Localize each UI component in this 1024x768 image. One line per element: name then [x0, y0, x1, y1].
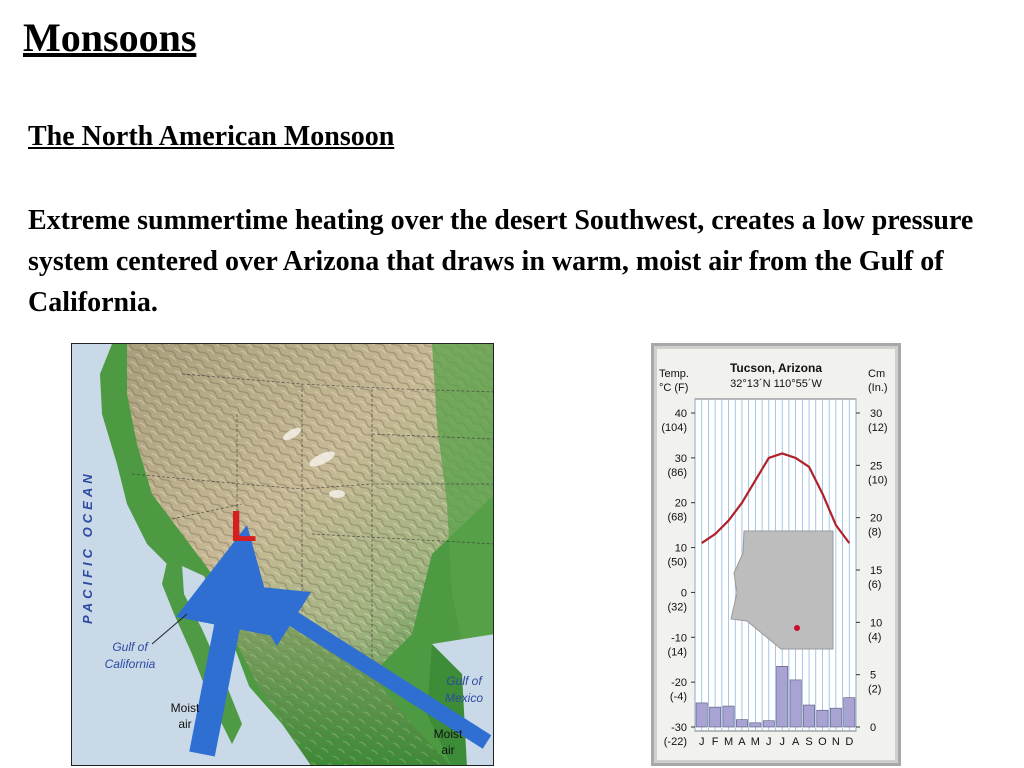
precip-bar-11 [844, 698, 855, 727]
right-tick-label-cm: 0 [870, 722, 877, 734]
chart-title: Tucson, Arizona [729, 361, 823, 375]
month-label: A [791, 736, 800, 748]
precip-bar-3 [736, 720, 747, 727]
month-label: S [805, 736, 813, 748]
left-tick-label-c: 30 [674, 452, 687, 465]
moist-air-label-2a: Moist [433, 727, 463, 741]
left-tick-label-f: (32) [667, 601, 687, 614]
left-axis-label-1: Temp. [659, 368, 689, 380]
month-label: J [779, 736, 785, 748]
left-tick-label-f: (14) [667, 646, 687, 659]
slide-title: Monsoons [23, 15, 197, 60]
left-tick-label-f: (104) [661, 422, 687, 434]
climograph-svg [651, 343, 901, 766]
month-label: J [698, 736, 705, 748]
left-tick-label-c: -10 [671, 632, 687, 645]
right-tick-label-in: (8) [868, 526, 882, 539]
map-svg [72, 344, 494, 766]
right-tick-label-in: (6) [868, 579, 882, 591]
left-axis-label-2: °C (F) [659, 382, 689, 394]
precip-bar-6 [777, 666, 788, 727]
monsoon-map [71, 343, 494, 766]
right-tick-label-cm: 15 [870, 565, 883, 577]
body-paragraph: Extreme summertime heating over the desert Southwest, creates a low pressure system centered over Arizona that draws in warm, moist air from the Gulf of California. [28, 205, 974, 318]
left-tick-label-f: (86) [667, 466, 687, 479]
tucson-location-dot [794, 625, 800, 631]
right-tick-label-in: (4) [868, 631, 882, 644]
right-tick-label-in: (10) [868, 474, 888, 487]
month-label: A [738, 736, 746, 748]
gulf-california-label-2: California [104, 657, 156, 671]
right-tick-label-cm: 20 [870, 512, 883, 525]
left-tick-label-f: (50) [667, 556, 687, 569]
left-tick-label-c: 20 [674, 497, 687, 510]
left-tick-label-f: (-22) [663, 736, 687, 748]
gulf-california-label-1: Gulf of [112, 640, 148, 654]
left-tick-label-c: -20 [671, 677, 687, 690]
left-tick-label-c: 0 [680, 587, 687, 600]
precip-bar-7 [790, 680, 801, 727]
moist-air-label-1a: Moist [170, 701, 200, 715]
moist-air-label-1b: air [178, 717, 192, 731]
pacific-ocean-label: PACIFIC OCEAN [80, 470, 95, 624]
left-tick-label-c: 40 [674, 408, 687, 420]
right-axis-label-1: Cm [868, 368, 886, 380]
left-tick-label-c: -30 [671, 722, 687, 734]
gulf-mexico-label-2: Mexico [444, 691, 484, 705]
precip-bar-9 [817, 710, 828, 727]
left-tick-label-f: (-4) [669, 691, 687, 704]
precip-bar-1 [709, 707, 720, 727]
precip-bar-4 [750, 723, 761, 727]
low-pressure-symbol: L [230, 502, 257, 551]
left-tick-label-f: (68) [667, 511, 687, 524]
month-label: F [711, 736, 719, 748]
right-tick-label-cm: 30 [870, 408, 883, 420]
month-label: D [845, 736, 854, 748]
month-label: M [723, 736, 734, 748]
right-tick-label-cm: 5 [870, 669, 877, 682]
month-label: O [818, 736, 827, 748]
month-label: N [831, 736, 840, 748]
precip-bar-5 [763, 721, 774, 727]
month-label: J [766, 736, 772, 748]
section-heading: The North American Monsoon [28, 121, 395, 152]
right-tick-label-cm: 25 [870, 460, 883, 473]
right-axis-label-2: (In.) [868, 382, 888, 394]
gulf-mexico-label-1: Gulf of [446, 674, 482, 688]
precip-bar-8 [803, 705, 814, 727]
climograph [651, 343, 901, 766]
precip-bar-2 [723, 706, 734, 727]
chart-subtitle: 32°13´N 110°55´W [730, 378, 822, 390]
right-tick-label-cm: 10 [870, 617, 883, 630]
moist-air-label-2b: air [441, 743, 455, 757]
right-tick-label-in: (12) [868, 422, 888, 434]
month-label: M [750, 736, 760, 748]
right-tick-label-in: (2) [868, 683, 882, 696]
precip-bar-10 [830, 708, 841, 727]
precip-bar-0 [696, 703, 707, 727]
left-tick-label-c: 10 [674, 542, 687, 555]
